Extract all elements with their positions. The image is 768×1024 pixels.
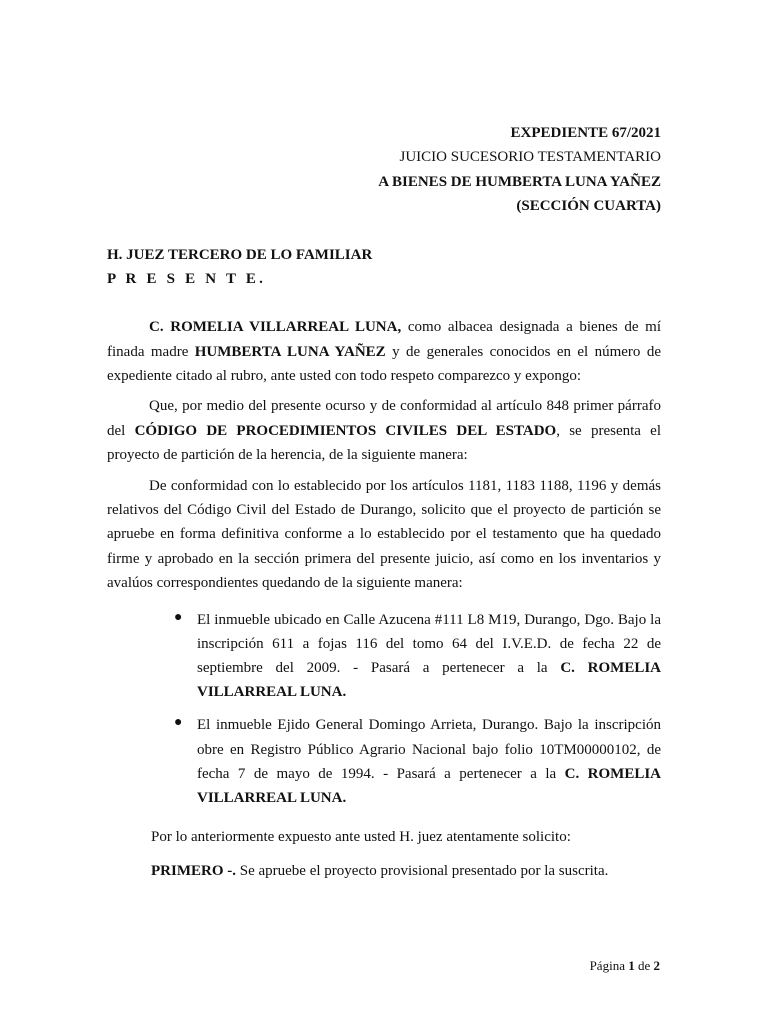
case-number: EXPEDIENTE 67/2021: [510, 125, 661, 141]
heir-name: C. ROMELIA VILLARREAL LUNA.: [197, 765, 662, 807]
heir-name: C. ROMELIA VILLARREAL LUNA.: [197, 660, 661, 701]
partition-paragraph: De conformidad con lo establecido por los artículos 1181, 1183 1188, 1196 y demás relativos del Código Civil del Estado de Durango, solicito que el proyecto de partición se apruebe en forma definitiva conforme a lo establecido por el testamento que ha quedado firme y aprobado en la sección primera del presente juicio, así como en los inventarios y avalúos correspondientes quedando de la siguiente manera:: [107, 477, 661, 592]
bullet-icon: ●: [174, 715, 183, 731]
case-estate: A BIENES DE HUMBERTA LUNA YAÑEZ: [378, 173, 661, 190]
page-total: 2: [653, 958, 660, 973]
legal-basis-text-b: , se presenta el proyecto de partición de la herencia, de la siguiente manera:: [107, 422, 661, 464]
page-current: 1: [628, 958, 635, 973]
list-item: [174, 608, 661, 705]
intro-text-a: como albacea designada a bienes de mí finada madre: [107, 319, 661, 360]
addressee-block: [107, 243, 661, 291]
intro-text-b: y de generales conocidos en el número de expediente citado al rubro, ante usted con todo respeto comparezco y expongo:: [107, 343, 661, 384]
document-page: [107, 121, 661, 883]
bullet-icon: ●: [174, 609, 183, 625]
legal-basis-paragraph: [107, 394, 661, 467]
page-of: de: [634, 958, 654, 973]
case-type: JUICIO SUCESORIO TESTAMENTARIO: [399, 149, 661, 166]
deceased-name: HUMBERTA LUNA YAÑEZ: [194, 343, 386, 360]
request-paragraph: Por lo anteriormente expuesto ante usted H. juez atentamente solicito:: [151, 829, 571, 846]
petitioner-name: C. ROMELIA VILLARREAL LUNA,: [149, 319, 402, 336]
case-header: [107, 121, 661, 218]
case-section: (SECCIÓN CUARTA): [516, 197, 661, 214]
legal-basis-text-a: Que, por medio del presente ocurso y de conformidad al artículo 848 primer párrafo del: [107, 398, 661, 439]
page-label: Página: [589, 958, 629, 973]
code-name: CÓDIGO DE PROCEDIMIENTOS CIVILES DEL ESTADO: [134, 422, 557, 439]
property-list: [107, 608, 661, 811]
first-request-paragraph: [107, 859, 661, 883]
presente-line: P R E S E N T E.: [107, 271, 267, 288]
property-text: El inmueble ubicado en Calle Azucena #111 L8 M19, Durango, Dgo. Bajo la inscripción 611 a fojas 116 del tomo 64 del I.V.E.D. de fecha 22 de septiembre del 2009. - Pasará a pertenecer a la: [197, 611, 661, 677]
page-number: [590, 958, 660, 974]
property-text: El inmueble Ejido General Domingo Arrieta, Durango. Bajo la inscripción obre en Registro Público Agrario Nacional bajo folio 10TM00000102, de fecha 7 de mayo de 1994. - Pasará a pertenecer a la: [197, 717, 661, 782]
judge-line: H. JUEZ TERCERO DE LO FAMILIAR: [107, 247, 373, 264]
list-item: [174, 713, 662, 810]
intro-paragraph: [107, 315, 661, 388]
first-label: PRIMERO -.: [151, 862, 236, 879]
first-request-text: Se apruebe el proyecto provisional presentado por la suscrita.: [236, 862, 609, 879]
